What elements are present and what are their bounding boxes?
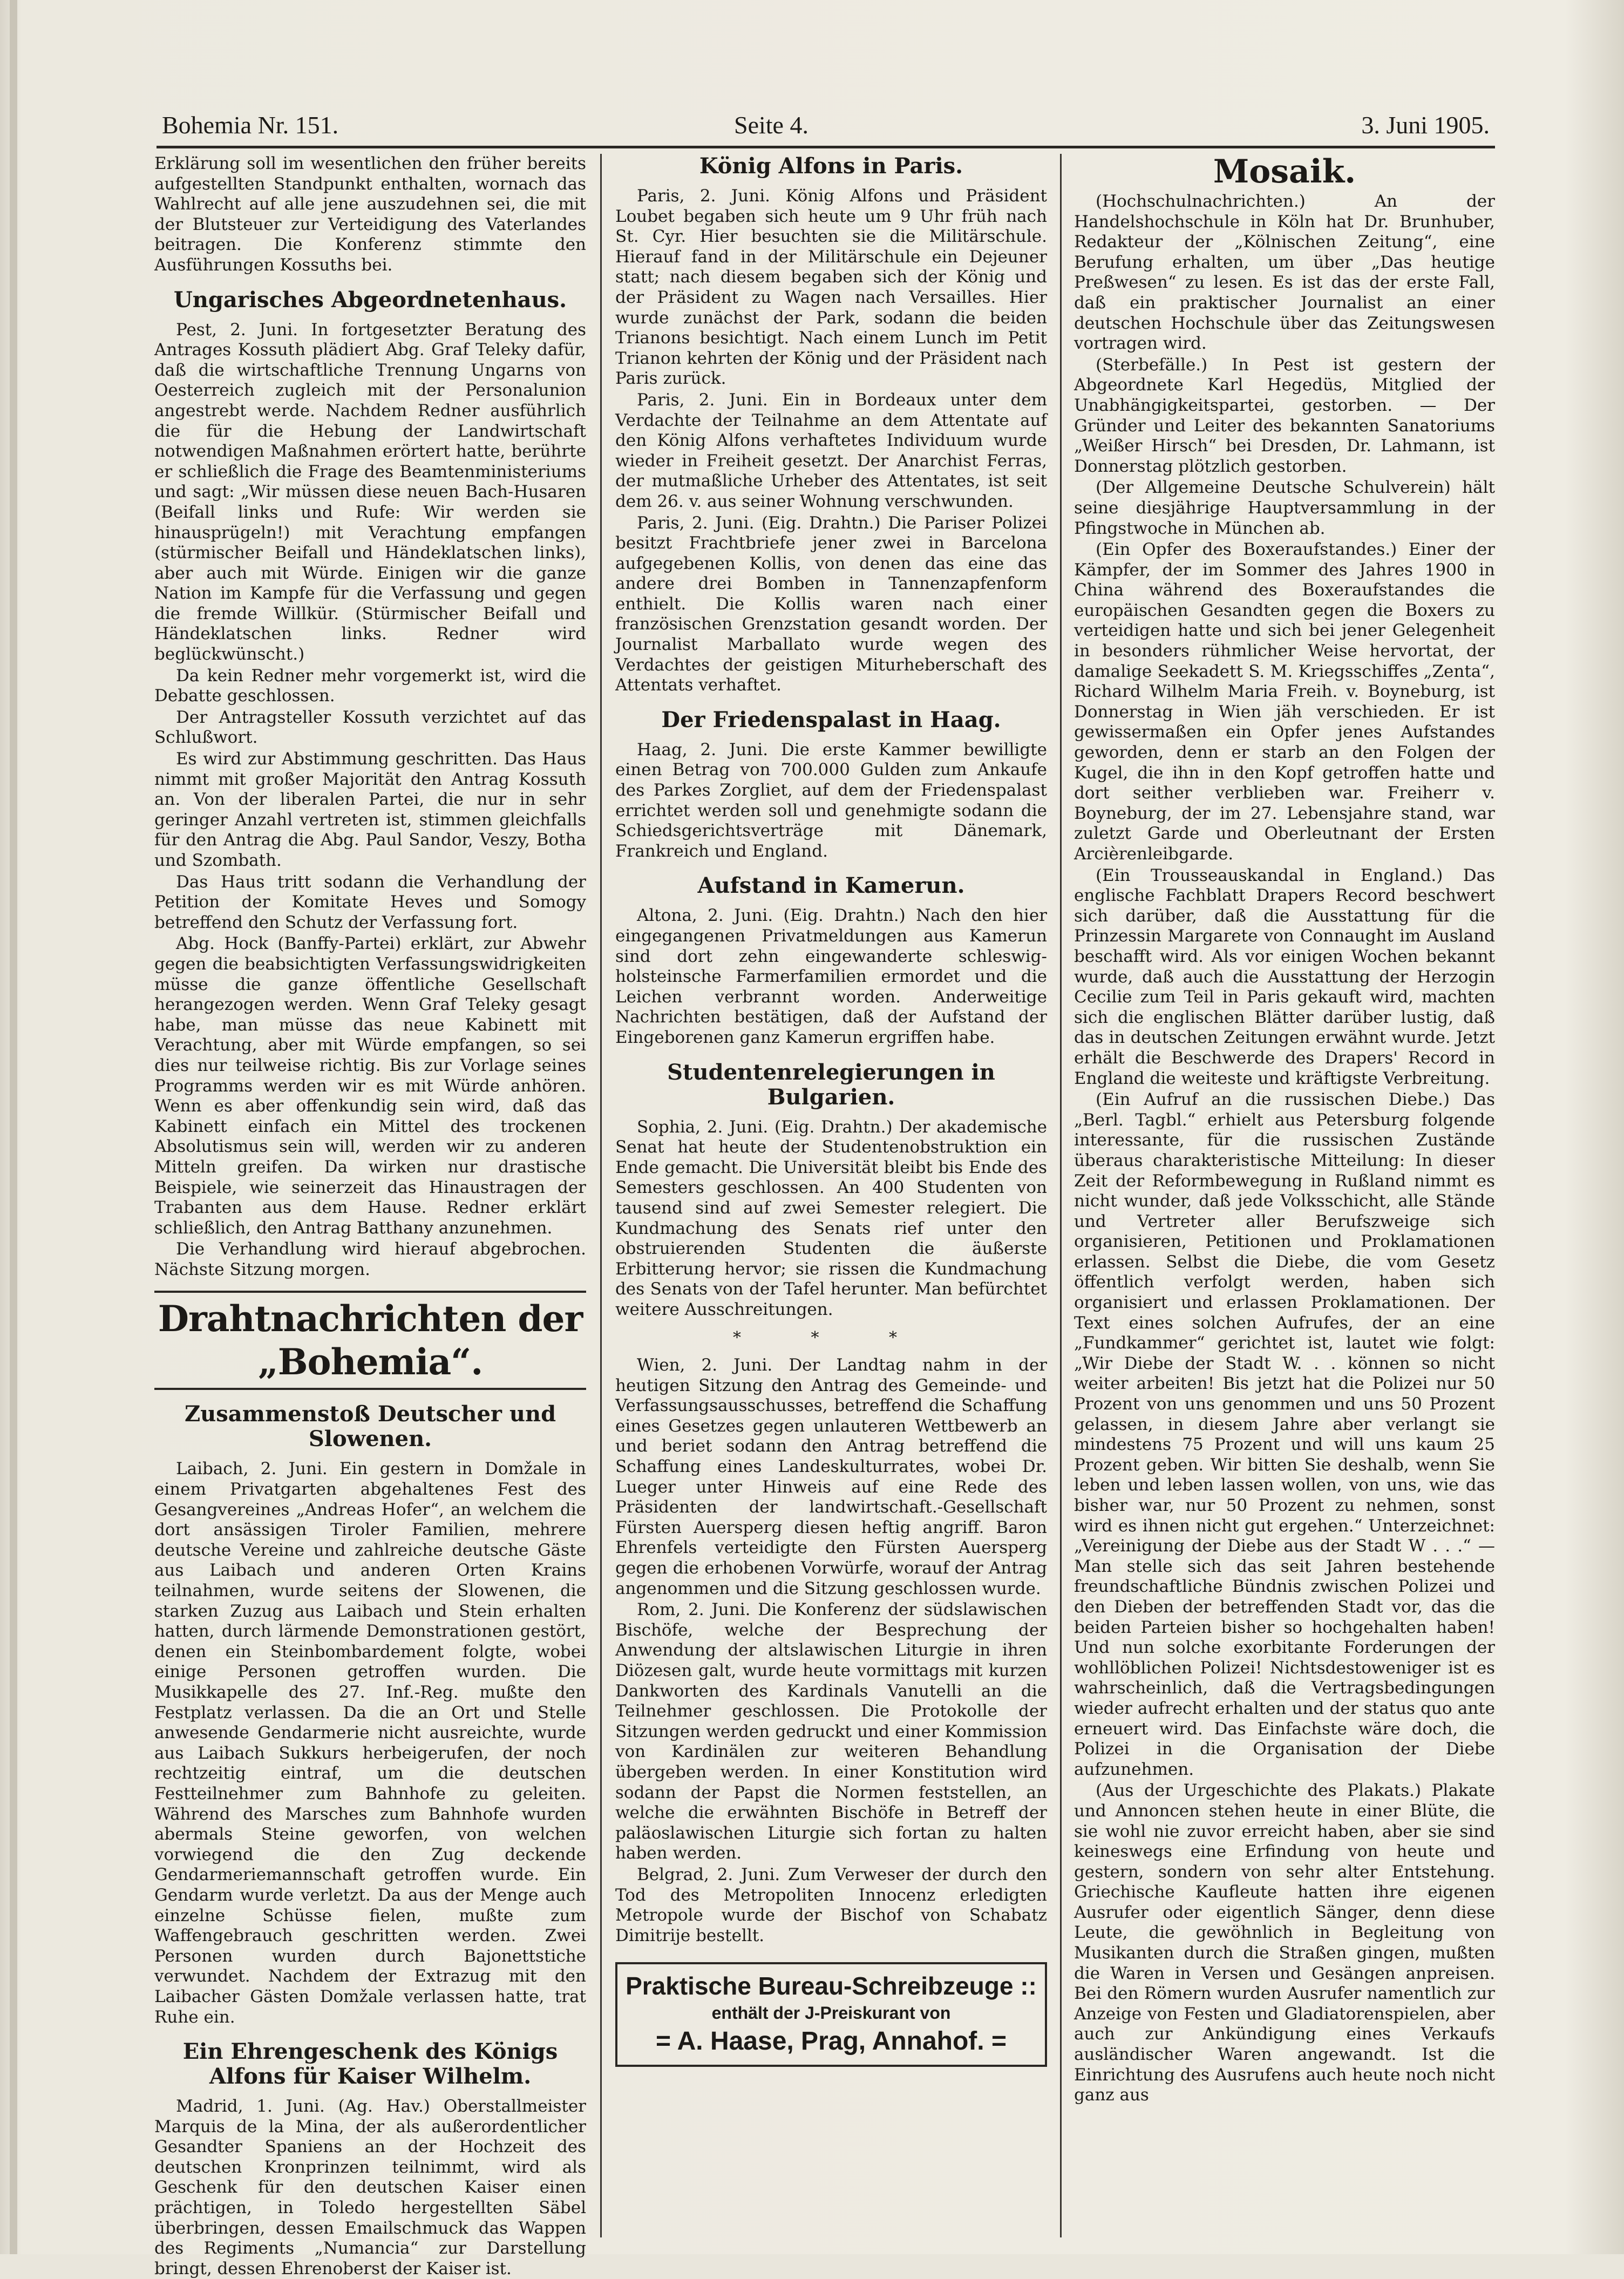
headline-ungarisches-abgeordnetenhaus: Ungarisches Abgeordnetenhaus. xyxy=(173,287,567,313)
article-text: (Sterbefälle.) In Pest ist gestern der Abgeordnete Karl Hegedüs, Mitglied der Unabhängigkeitspartei, gestorben. — Der Gründer und Leiter des bekannten Sanatoriums „Weißer Hirsch“ bei Dresden, Dr. Lahmann, ist Donnerstag plötzlich gestorben. xyxy=(1074,355,1495,476)
article-text: Rom, 2. Juni. Die Konferenz der südslawischen Bischöfe, welche der Besprechung der Anwendung der altslawischen Liturgie in ihren Diözesen galt, wurde heute vormittags mit kurzen Dankworten des Kardinals Vanutelli an die Teilnehmer geschlossen. Die Protokolle der Sitzungen werden gedruckt und einer Kommission von Kardinälen zur weiteren Behandlung übergeben werden. In einer Konstitution wird sodann der Papst die Normen feststellen, an welche die erwähnten Bischöfe in Betreff der paläoslawischen Liturgie sich fortan zu halten haben werden. xyxy=(615,1600,1047,1863)
advertisement-box xyxy=(615,1962,1047,2067)
article-text: Pest, 2. Juni. In fortgesetzter Beratung des Antrages Kossuth plädiert Abg. Graf Teleky dafür, daß die wirtschaftliche Trennung Ungarns von Oesterreich zugleich mit der Personalunion angestrebt werde. Nachdem Redner ausführlich die für die Hebung der Landwirtschaft notwendigen Maßnahmen erörtert hatte, berührte er schließlich die Frage des Beamtenministeriums und sagt: „Wir müssen diese neuen Bach-Husaren (Beifall links und Rufe: Wir werden sie hinausprügeln!) mit Verachtung empfangen (stürmischer Beifall und Händeklatschen links), aber auch mit Würde. Einigen wir die ganze Nation im Kampfe für die Verfassung und gegen die fremde Willkür. (Stürmischer Beifall und Händeklatschen links. Redner wird beglückwünscht.) xyxy=(154,320,586,664)
header-date: 3. Juni 1905. xyxy=(1361,111,1490,139)
page-binding-edge xyxy=(10,0,17,2254)
column-3 xyxy=(1074,154,1495,2235)
section-banner xyxy=(154,1291,586,1390)
article-text: (Aus der Urgeschichte des Plakats.) Plakate und Annoncen stehen heute in einer Blüte, die sie wohl nie zuvor erreicht haben, aber sie sind keineswegs eine Erfindung von heute und gestern, sondern von sehr alter Entstehung. Griechische Kaufleute hatten ihre eigenen Ausrufer oder eigentlich Sänger, denn diese Leute, die gewöhnlich in Begleitung von Musikanten durch die Straßen gingen, mußten die Waren in Versen und Gesängen anpreisen. Bei den Römern wurden Ausrufer namentlich zur Anzeige von Festen und Gladiatorenspielen, aber auch zur Ankündigung eines Verkaufs ausländischer Waren angewandt. Ist die Einrichtung des Ausrufens auch heute noch nicht ganz aus xyxy=(1074,1781,1495,2105)
article-text: (Ein Aufruf an die russischen Diebe.) Das „Berl. Tagbl.“ erhielt aus Petersburg folgende interessante, für die russischen Zustände überaus charakteristische Mitteilung: In dieser Zeit der Reformbewegung in Rußland nimmt es nicht wunder, daß jede Volksschicht, alle Stände und Vertreter aller Berufszweige sich organisieren, Petitionen und Proklamationen erlassen. Selbst die Diebe, die vom Gesetz öffentlich verfolgt werden, haben sich organisiert und erlassen Proklamationen. Der Text eines solchen Aufrufes, der an eine „Fundkammer“ gerichtet ist, lautet wie folgt: „Wir Diebe der Stadt W. . . können so nicht weiter arbeiten! Bis jetzt hat die Polizei nur 50 Prozent von uns genommen und uns 50 Prozent gelassen, in diesem Jahre aber verlangt sie mindestens 75 Prozent und will uns kaum 25 Prozent geben. Wir bitten Sie deshalb, wenn Sie leben und leben lassen wollen, von uns, wie das bisher war, nur 50 Prozent zu nehmen, sonst wird es ihnen nicht gut ergehen.“ Unterzeichnet: „Vereinigung der Diebe aus der Stadt W . . .“ — Man stelle sich das seit Jahren bestehende freundschaftliche Bündnis zwischen Polizei und den Dieben der betreffenden Stadt vor, das die beiden Parteien bisher so hochgehalten haben! Und nun solche exorbitante Forderungen der wohllöblichen Polizei! Nichtsdestoweniger ist es wahrscheinlich, daß die Vertragsbedingungen wieder aufrecht erhalten und der status quo ante erneuert wird. Das Einfachste wäre doch, die Polizei in die Organisation der Diebe aufzunehmen. xyxy=(1074,1090,1495,1779)
article-text: Es wird zur Abstimmung geschritten. Das Haus nimmt mit großer Majorität den Antrag Kossuth an. Von der liberalen Partei, die nur in sehr geringer Anzahl vertreten ist, stimmen gleichfalls für den Antrag die Abg. Paul Sandor, Veszy, Botha und Szombath. xyxy=(154,749,586,870)
article-text: Abg. Hock (Banffy-Partei) erklärt, zur Abwehr gegen die beabsichtigten Verfassungswidrigkeiten müsse die ganze öffentliche Gesellschaft herangezogen werden. Wenn Graf Teleky gesagt habe, man müsse das neue Kabinett mit Verachtung, aber mit Würde empfangen, so sei dies nur teilweise richtig. Bis zur Vorlage seines Programms werden wir es mit Würde anhören. Wenn es aber offenkundig sein wird, daß das Kabinett einfach ein Mittel des trockenen Absolutismus sein will, werden wir zu anderen Mitteln greifen. Da wirken nur drastische Beispiele, wie seinerzeit das Hinaustragen der Trabanten aus dem Hause. Redner erklärt schließlich, den Antrag Batthany anzunehmen. xyxy=(154,934,586,1238)
column-2 xyxy=(615,154,1047,2235)
header-issue: Bohemia Nr. 151. xyxy=(162,111,339,139)
header-rule xyxy=(157,146,1495,148)
article-text: Altona, 2. Juni. (Eig. Drahtn.) Nach den hier eingegangenen Privatmeldungen aus Kamerun sind dort zehn eingewanderte schleswig-holsteinsche Farmerfamilien ermordet und die Leichen verbrannt worden. Anderweitige Nachrichten bestätigen, daß der Aufstand der Eingeborenen ganz Kamerun ergriffen habe. xyxy=(615,906,1047,1047)
ad-line-1: Praktische Bureau-Schreibzeuge :: xyxy=(626,1972,1037,2000)
headline-kamerun: Aufstand in Kamerun. xyxy=(697,873,965,899)
article-text: Paris, 2. Juni. König Alfons und Präsident Loubet begaben sich heute um 9 Uhr früh nach St. Cyr. Hier besuchten sie die Militärschule. Hierauf fand in der Militärschule ein Dejeuner statt; nach diesem begaben sich der König und der Präsident zu Wagen nach Versailles. Hier wurde zunächst der Park, sodann die beiden Trianons besichtigt. Nach einem Lunch im Petit Trianon kehrten der König und der Präsident nach Paris zurück. xyxy=(615,186,1047,389)
article-text: Erklärung soll im wesentlichen den früher bereits aufgestellten Standpunkt enthalten, wornach das Wahlrecht auf alle jene auszudehnen sei, die mit der Blutsteuer zur Verteidigung des Vaterlandes beitragen. Die Konferenz stimmte den Ausführungen Kossuths bei. xyxy=(154,154,586,275)
headline-studentenrelegierungen: Studentenrelegierungen in Bulgarien. xyxy=(667,1059,995,1110)
ad-line-3: = A. Haase, Prag, Annahof. = xyxy=(656,2027,1007,2056)
column-divider-1 xyxy=(600,154,602,2237)
article-text: Madrid, 1. Juni. (Ag. Hav.) Oberstallmeister Marquis de la Mina, der als außerordentlicher Gesandter Spaniens an der Hochzeit des deutschen Kronprinzen teilnimmt, wird als Geschenk für den deutschen Kaiser einen prächtigen, in Toledo hergestellten Säbel überbringen, dessen Emailschmuck das Wappen des Regiments „Numancia“ zur Darstellung bringt, dessen Ehrenoberst der Kaiser ist. xyxy=(154,2097,586,2278)
article-text: (Ein Trousseauskandal in England.) Das englische Fachblatt Drapers Record beschwert sich darüber, daß die Ausstattung für die Prinzessin Margarete von Connaught im Ausland beschafft wird. Als vor einigen Wochen bekannt wurde, daß auch die Ausstattung der Herzogin Cecilie zum Teil in Paris gekauft wird, machten sich die englischen Blätter darüber lustig, daß das in deutschen Zeitungen erwähnt wurde. Jetzt erhält die Beschwerde des Drapers' Record in England die weiteste und kräftigste Verbreitung. xyxy=(1074,865,1495,1088)
headline-ehrengeschenk: Ein Ehrengeschenk des Königs Alfons für Kaiser Wilhelm. xyxy=(182,2039,558,2090)
article-text: Wien, 2. Juni. Der Landtag nahm in der heutigen Sitzung den Antrag des Gemeinde- und Verfassungsausschusses, betreffend die Schaffung eines Gesetzes gegen unlauteren Wettbewerb an und beriet sodann den Antrag betreffend die Schaffung eines Landeskulturrates, wobei Dr. Lueger unter Hinweis auf eine Rede des Präsidenten der landwirtschaft.-Gesellschaft Fürsten Auersperg diesen heftig angriff. Baron Ehrenfels verteidigte den Fürsten Auersperg gegen die erhobenen Vorwürfe, worauf der Antrag angenommen und die Sitzung geschlossen wurde. xyxy=(615,1355,1047,1598)
section-separator-stars: * * * xyxy=(732,1328,930,1347)
page-header xyxy=(162,111,1490,148)
headline-zusammenstoss: Zusammenstoß Deutscher und Slowenen. xyxy=(184,1401,556,1452)
column-divider-2 xyxy=(1060,154,1062,2237)
article-text: Das Haus tritt sodann die Verhandlung der Petition der Komitate Heves und Somogy betreffend den Schutz der Verfassung fort. xyxy=(154,872,586,932)
article-text: Paris, 2. Juni. Ein in Bordeaux unter dem Verdachte der Teilnahme an dem Attentate auf den König Alfons verhaftetes Individuum wurde wieder in Freiheit gesetzt. Der Anarchist Ferras, der mutmaßliche Urheber des Attentates, ist seit dem 26. v. aus seiner Wohnung verschwunden. xyxy=(615,390,1047,511)
section-title-drahtnachrichten: Drahtnachrichten der „Bohemia“. xyxy=(158,1298,583,1383)
article-text: Belgrad, 2. Juni. Zum Verweser der durch den Tod des Metropoliten Innocenz erledigten Metropole wurde der Bischof von Schabatz Dimitrije bestellt. xyxy=(615,1864,1047,1945)
headline-friedenspalast: Der Friedenspalast in Haag. xyxy=(661,707,1001,732)
article-text: (Hochschulnachrichten.) An der Handelshochschule in Köln hat Dr. Brunhuber, Redakteur der „Kölnischen Zeitung“, eine Berufung erhalten, um über „Das heutige Preßwesen“ zu lesen. Es ist das der erste Fall, daß ein praktischer Journalist an einer deutschen Hochschule über das Zeitungswesen vortragen wird. xyxy=(1074,192,1495,354)
article-text: (Ein Opfer des Boxeraufstandes.) Einer der Kämpfer, der im Sommer des Jahres 1900 in China während des Boxeraufstandes die europäischen Gesandten gegen die Boxers zu verteidigen hatte und sich bei jener Gelegenheit in besonders rühmlicher Weise hervortat, der damalige Seekadett S. M. Kriegsschiffes „Zenta“, Richard Wilhelm Maria Freih. v. Boyneburg, ist Donnerstag in Wien jäh verschieden. Er ist gewissermaßen ein Opfer jenes Aufstandes geworden, denn er starb an den Folgen der Kugel, die ihn in den Kopf getroffen hatte und dort seither verblieben war. Freiherr v. Boyneburg, der im 27. Lebensjahre stand, war zuletzt Garde und Oberleutnant der Ersten Arcièrenleibgarde. xyxy=(1074,540,1495,864)
ad-line-2: enthält der J-Preiskurant von xyxy=(711,2003,951,2023)
article-text: Der Antragsteller Kossuth verzichtet auf das Schlußwort. xyxy=(154,707,586,748)
article-text: Sophia, 2. Juni. (Eig. Drahtn.) Der akademische Senat hat heute der Studentenobstruktion ein Ende gemacht. Die Universität bleibt bis Ende des Semesters geschlossen. An 400 Studenten von tausend sind auf zwei Semester relegiert. Die Kundmachung des Senats rief unter den obstruierenden Studenten die äußerste Erbitterung hervor; sie rissen die Kundmachung des Senats von der Tafel herunter. Man befürchtet weitere Ausschreitungen. xyxy=(615,1117,1047,1319)
article-text: Da kein Redner mehr vorgemerkt ist, wird die Debatte geschlossen. xyxy=(154,666,586,706)
article-text: (Der Allgemeine Deutsche Schulverein) hält seine diesjährige Hauptversammlung in der Pfingstwoche in München ab. xyxy=(1074,478,1495,538)
header-page-number: Seite 4. xyxy=(734,111,808,139)
headline-mosaik: Mosaik. xyxy=(1213,153,1356,191)
article-text: Die Verhandlung wird hierauf abgebrochen. Nächste Sitzung morgen. xyxy=(154,1239,586,1279)
article-text: Haag, 2. Juni. Die erste Kammer bewilligte einen Betrag von 700.000 Gulden zum Ankaufe des Parkes Zorgliet, auf dem der Friedenspalast errichtet werden soll und genehmigte sodann die Schiedsgerichtsverträge mit Dänemark, Frankreich und England. xyxy=(615,740,1047,861)
headline-koenig-alfons: König Alfons in Paris. xyxy=(699,153,963,179)
article-text: Laibach, 2. Juni. Ein gestern in Domžale in einem Privatgarten abgehaltenes Fest des Gesangvereines „Andreas Hofer“, an welchem die dort ansässigen Tiroler Familien, mehrere deutsche Vereine und zahlreiche deutsche Gäste aus Laibach und anderen Orten Krains teilnahmen, wurde seitens der Slowenen, die starken Zuzug aus Laibach und Stein erhalten hatten, durch lärmende Demonstrationen gestört, denen ein Steinbombardement folgte, wobei einige Personen getroffen wurden. Die Musikkapelle des 27. Inf.-Reg. mußte den Festplatz verlassen. Da die an Ort und Stelle anwesende Gendarmerie nicht ausreichte, wurde aus Laibach Sukkurs herbeigerufen, der noch rechtzeitig eintraf, um die deutschen Festteilnehmer zum Bahnhofe zu geleiten. Während des Marsches zum Bahnhofe wurden abermals Steine geworfen, von welchen vorwiegend die den Zug deckende Gendarmeriemannschaft getroffen wurde. Ein Gendarm wurde verletzt. Da aus der Menge auch einzelne Schüsse fielen, mußte zum Waffengebrauch geschritten werden. Zwei Personen wurden durch Bajonettstiche verwundet. Nachdem der Extrazug mit den Laibacher Gästen Domžale verlassen hatte, trat Ruhe ein. xyxy=(154,1459,586,2027)
column-1 xyxy=(154,154,586,2278)
article-text: Paris, 2. Juni. (Eig. Drahtn.) Die Pariser Polizei besitzt Frachtbriefe jener zwei in Barcelona aufgegebenen Kollis, von denen das eine das andere drei Bomben in Tannenzapfenform enthielt. Die Kollis waren nach einer französischen Grenzstation gesandt worden. Der Journalist Marballato wurde wegen des Verdachtes der geistigen Miturheberschaft des Attentats verhaftet. xyxy=(615,513,1047,695)
